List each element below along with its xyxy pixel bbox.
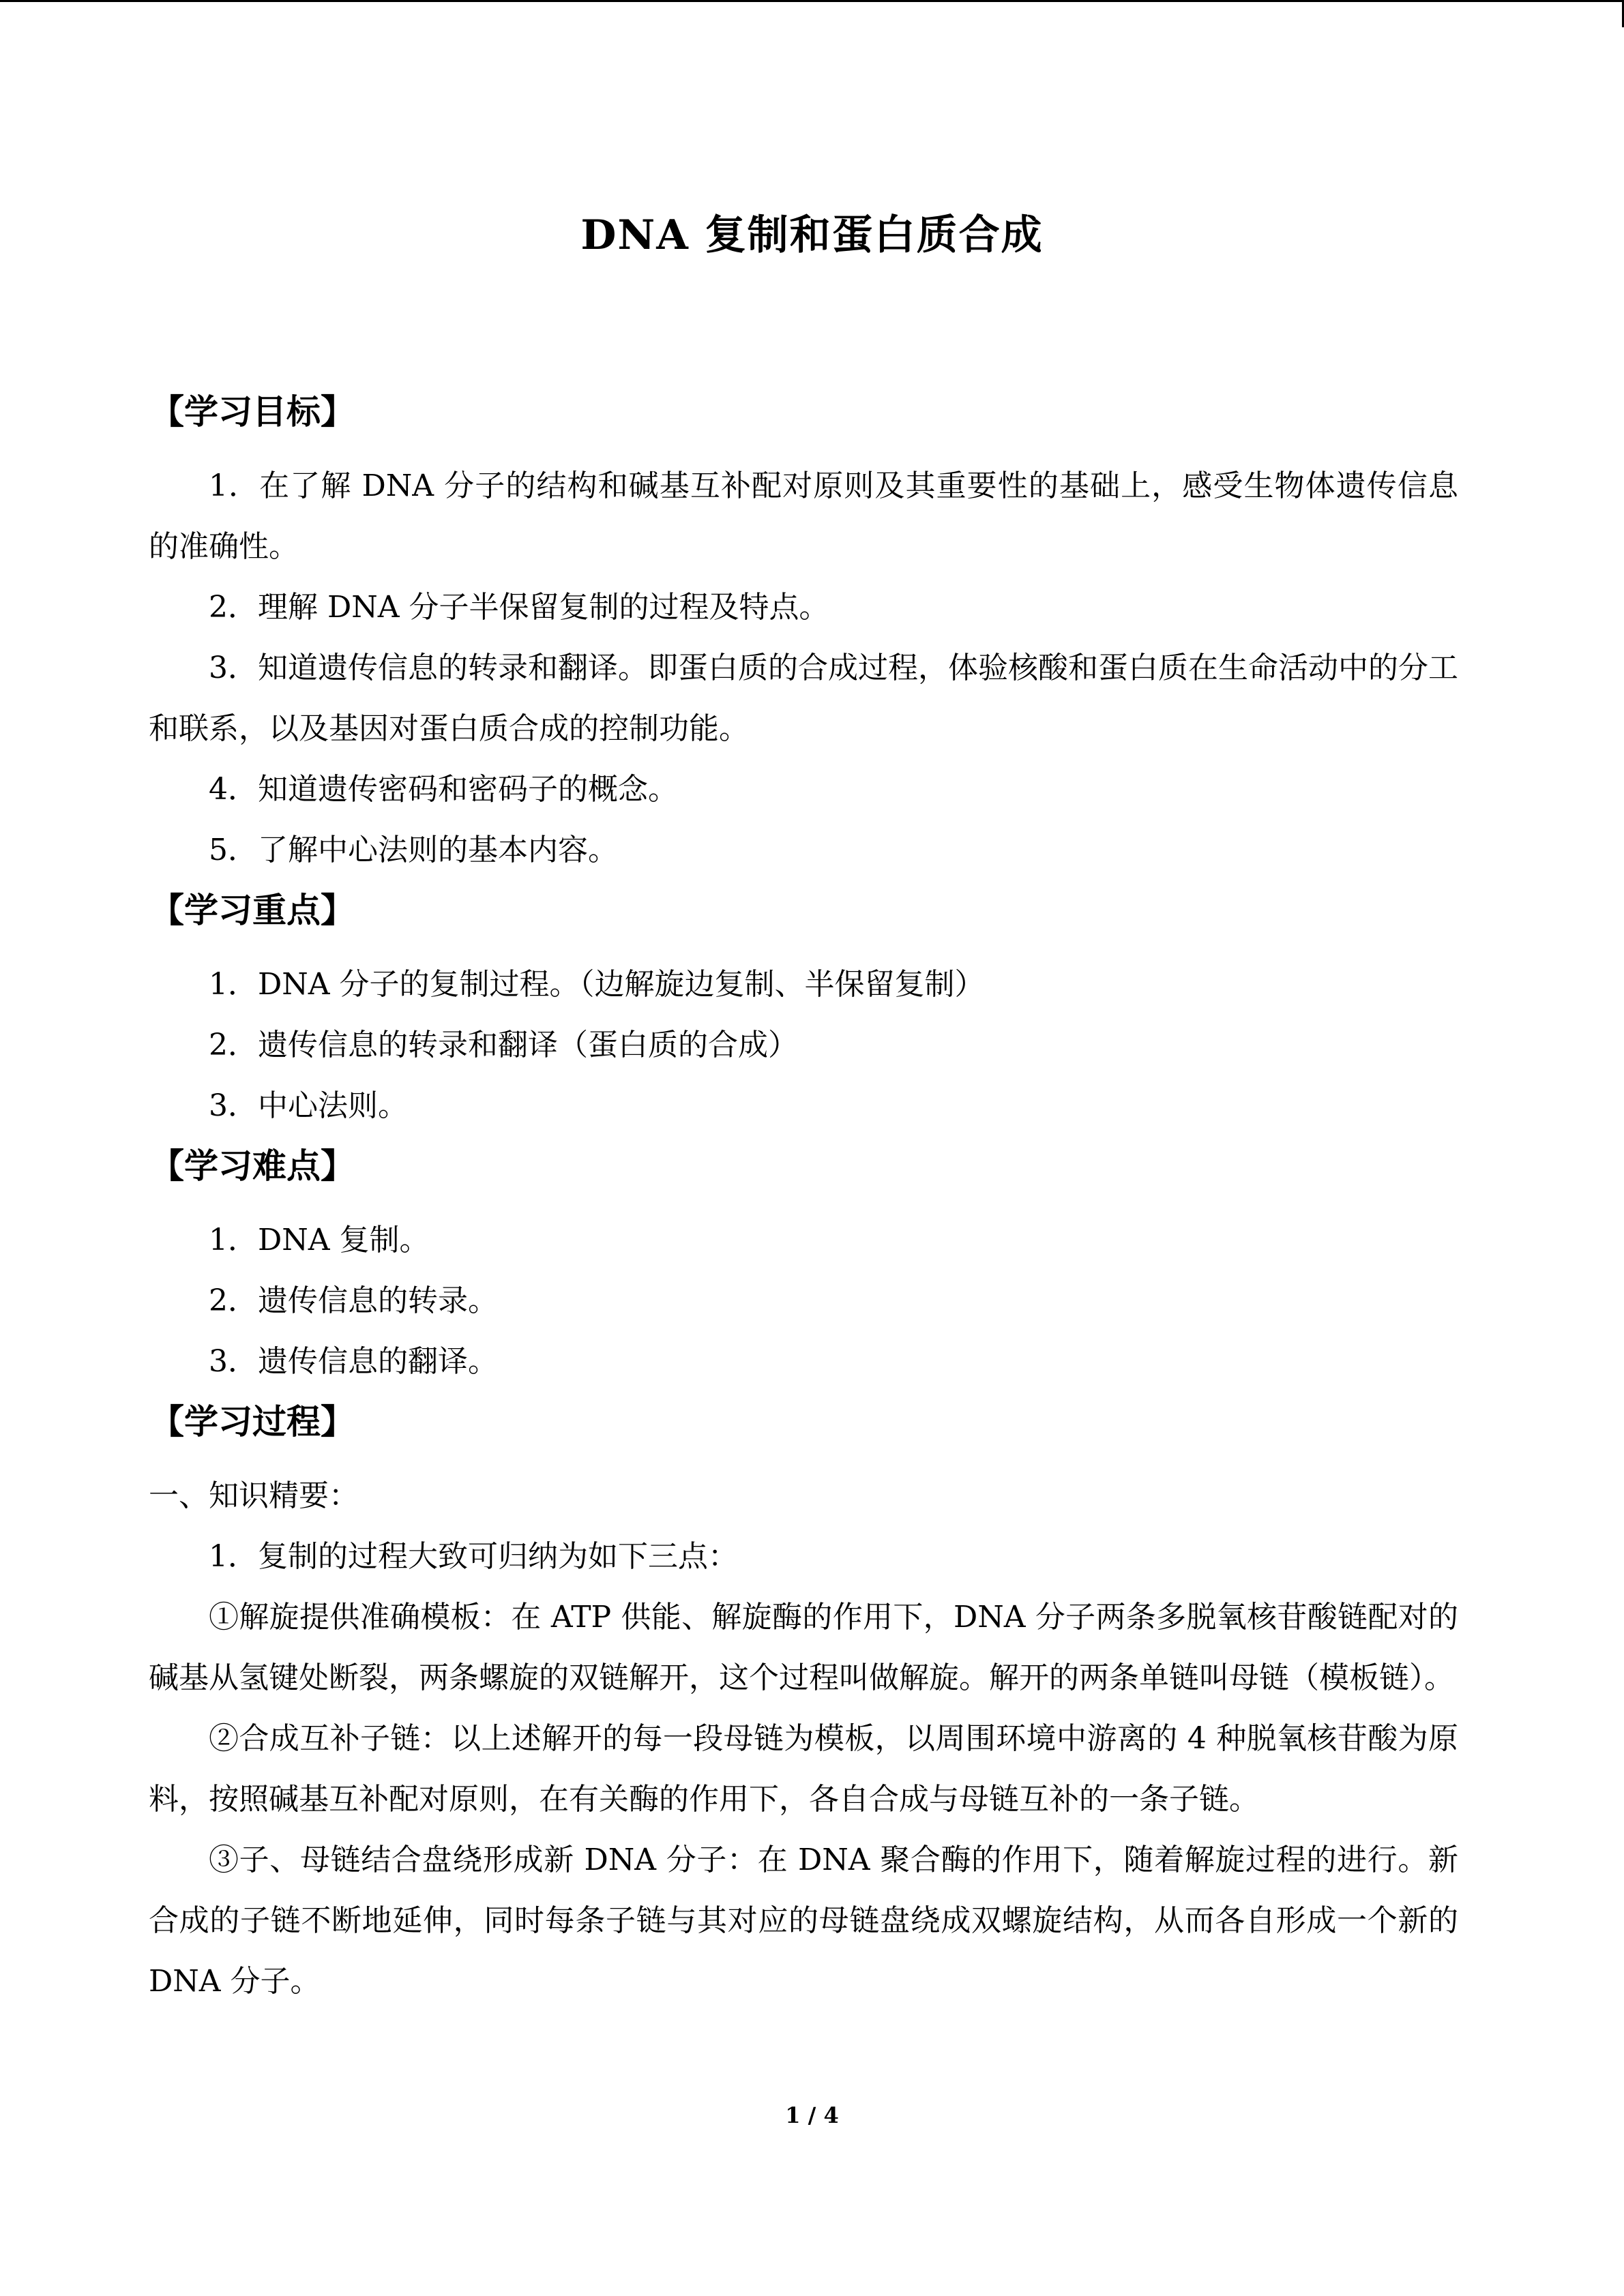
process-item-2: ①解旋提供准确模板：在 ATP 供能、解旋酶的作用下，DNA 分子两条多脱氧核苷酸链配对的碱基从氢键处断裂，两条螺旋的双链解开，这个过程叫做解旋。解开的两条单链叫母链（模板链）。 — [149, 1600, 1458, 1695]
page-number: 1 / 4 — [785, 2102, 839, 2128]
objective-item-3: 3．知道遗传信息的转录和翻译。即蛋白质的合成过程，体验核酸和蛋白质在生命活动中的分工和联系，以及基因对蛋白质合成的控制功能。 — [149, 651, 1458, 746]
key-point-item-2: 2．遗传信息的转录和翻译（蛋白质的合成） — [209, 1028, 798, 1062]
section-heading-process: 【学习过程】 — [150, 1401, 355, 1442]
section-heading-key-points: 【学习重点】 — [150, 890, 355, 930]
section-heading-difficulties: 【学习难点】 — [150, 1146, 355, 1186]
objective-item-4: 4．知道遗传密码和密码子的概念。 — [209, 772, 678, 807]
process-item-1: 1．复制的过程大致可归纳为如下三点： — [209, 1539, 738, 1574]
difficulty-item-1: 1．DNA 复制。 — [209, 1223, 430, 1257]
difficulty-item-3: 3．遗传信息的翻译。 — [209, 1344, 498, 1379]
objective-item-2: 2．理解 DNA 分子半保留复制的过程及特点。 — [209, 590, 829, 625]
spacer — [149, 940, 1458, 954]
top-border-line — [0, 0, 1624, 2]
section-heading-objectives: 【学习目标】 — [150, 391, 355, 432]
process-subheading: 一、知识精要： — [149, 1478, 359, 1513]
process-item-4: ③子、母链结合盘绕形成新 DNA 分子：在 DNA 聚合酶的作用下，随着解旋过程的进行。新合成的子链不断地延伸，同时每条子链与其对应的母链盘绕成双螺旋结构，从而各自形成一个新的 DNA 分子。 — [149, 1843, 1458, 1999]
key-point-item-3: 3．中心法则。 — [209, 1088, 408, 1123]
objective-item-1: 1．在了解 DNA 分子的结构和碱基互补配对原则及其重要性的基础上，感受生物体遗传信息的准确性。 — [149, 468, 1458, 564]
spacer — [149, 1452, 1458, 1465]
difficulty-item-2: 2．遗传信息的转录。 — [209, 1283, 498, 1318]
process-item-3: ②合成互补子链：以上述解开的每一段母链为模板，以周围环境中游离的 4 种脱氧核苷酸为原料，按照碱基互补配对原则，在有关酶的作用下，各自合成与母链互补的一条子链。 — [149, 1721, 1458, 1817]
key-point-item-1: 1．DNA 分子的复制过程。（边解旋边复制、半保留复制） — [209, 967, 985, 1002]
document-title: DNA 复制和蛋白质合成 — [580, 211, 1044, 259]
spacer — [149, 442, 1458, 456]
spacer — [149, 1196, 1458, 1210]
document-body — [149, 382, 1458, 2012]
objective-item-5: 5．了解中心法则的基本内容。 — [209, 833, 618, 867]
